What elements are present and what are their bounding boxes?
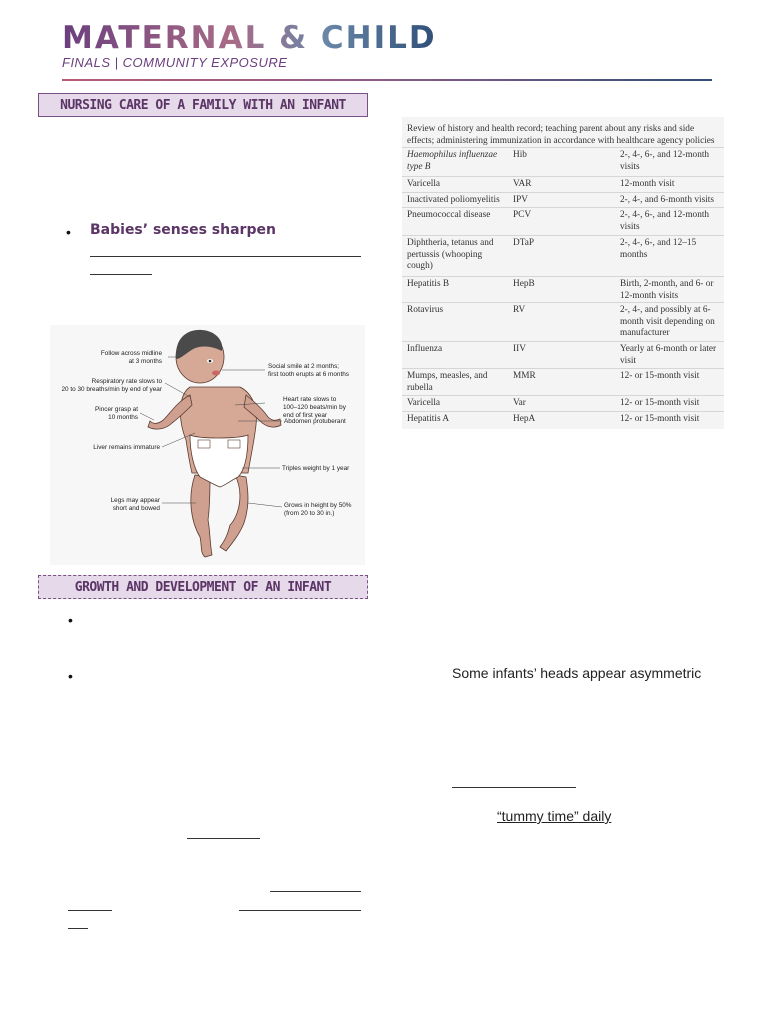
abbr-cell: DTaP [513,238,535,248]
disease-cell: Varicella [407,179,441,189]
infant-label: at 3 months [128,358,162,365]
disease-cell: Diphtheria, tetanus and pertussis (whooping cough) [407,238,494,271]
note-tummy-time: “tummy time” daily [497,808,612,824]
infant-label: Follow across midline [100,350,162,357]
header-divider [62,79,712,81]
infant-label: Liver remains immature [93,444,160,451]
infant-label: first tooth erupts at 6 months [268,371,349,378]
infant-label: end of first year [283,412,328,419]
infant-label: 100–120 beats/min by [283,404,346,411]
table-row [402,176,724,189]
table-row [402,341,724,366]
schedule-cell: Yearly at 6-month or later visit [620,344,717,366]
blank-line [68,928,88,929]
schedule-cell: 12-month visit [620,179,675,189]
section-heading-nursing-care: NURSING CARE OF A FAMILY WITH AN INFANT [38,93,368,117]
infant-label: Triples weight by 1 year [282,465,350,472]
infant-development-figure [50,325,365,565]
abbr-cell: RV [513,305,526,315]
disease-cell: Mumps, measles, and rubella [407,371,488,393]
blank-line [68,910,112,911]
table-row [402,235,724,271]
schedule-cell: 2-, 4-, and 6-month visits [620,195,714,205]
abbr-cell: Var [513,398,526,408]
table-row [402,395,724,408]
blank-line [270,891,361,892]
document-subtitle: FINALS | COMMUNITY EXPOSURE [62,55,288,70]
infant-label: 20 to 30 breaths/min by end of year [61,386,162,393]
infant-label: Legs may appear [110,497,160,504]
table-row [402,147,724,172]
abbr-cell: HepA [513,414,536,424]
infant-label: Heart rate slows to [283,396,337,403]
schedule-cell: 12- or 15-month visit [620,398,700,408]
abbr-cell: PCV [513,210,532,220]
abbr-cell: IPV [513,195,528,205]
infant-label: (from 20 to 30 in.) [284,510,335,517]
disease-cell: Hepatitis B [407,279,450,289]
section-heading-growth: GROWTH AND DEVELOPMENT OF AN INFANT [38,575,368,599]
infant-label: Respiratory rate slows to [91,378,162,385]
infant-label: Social smile at 2 months; [268,363,340,370]
schedule-cell: 2-, 4-, 6-, and 12-month visits [620,150,710,172]
disease-cell: Pneumococcal disease [407,210,491,220]
schedule-cell: 12- or 15-month visit [620,414,700,424]
table-row [402,302,724,338]
bullet-marker: • [68,612,73,628]
disease-cell: Haemophilus influenzae type B [407,150,498,172]
blank-line [452,787,576,788]
bullet-senses-text: Babies’ senses sharpen [90,222,276,238]
disease-cell: Varicella [407,398,441,408]
immunization-intro: Review of history and health record; teaching parent about any risks and side effects; administering immunization in accordance with healthcare agency policies [407,124,715,146]
immunization-table [402,117,724,429]
blank-line [187,838,260,839]
table-row [402,411,724,424]
abbr-cell: HepB [513,279,535,289]
disease-cell: Rotavirus [407,305,444,315]
table-row [402,368,724,393]
table-row [402,207,724,232]
schedule-cell: 2-, 4-, 6-, and 12–15 months [620,238,697,260]
schedule-cell: Birth, 2-month, and 6- or 12-month visits [620,279,714,301]
infant-label: Abdomen protuberant [284,418,346,425]
disease-cell: Inactivated poliomyelitis [407,195,500,205]
blank-line [90,274,152,275]
abbr-cell: IIV [513,344,526,354]
abbr-cell: VAR [513,179,532,189]
disease-cell: Hepatitis A [407,414,450,424]
schedule-cell: 2-, 4-, and possibly at 6-month visit depending on manufacturer [620,305,715,338]
infant-label: 10 months [108,414,138,421]
disease-cell: Influenza [407,344,443,354]
abbr-cell: MMR [513,371,536,381]
infant-label: Grows in height by 50% [284,502,352,509]
document-title: MATERNAL & CHILD [62,20,437,56]
schedule-cell: 2-, 4-, 6-, and 12-month visits [620,210,710,232]
abbr-cell: Hib [513,150,527,160]
blank-line [90,256,361,257]
table-row [402,276,724,301]
note-asymmetric-heads: Some infants’ heads appear asymmetric [452,665,702,681]
blank-line [239,910,361,911]
infant-label: Pincer grasp at [95,406,138,413]
bullet-marker: • [66,224,71,240]
infant-label: short and bowed [112,505,160,512]
bullet-marker: • [68,668,73,684]
schedule-cell: 12- or 15-month visit [620,371,700,381]
table-row [402,192,724,205]
